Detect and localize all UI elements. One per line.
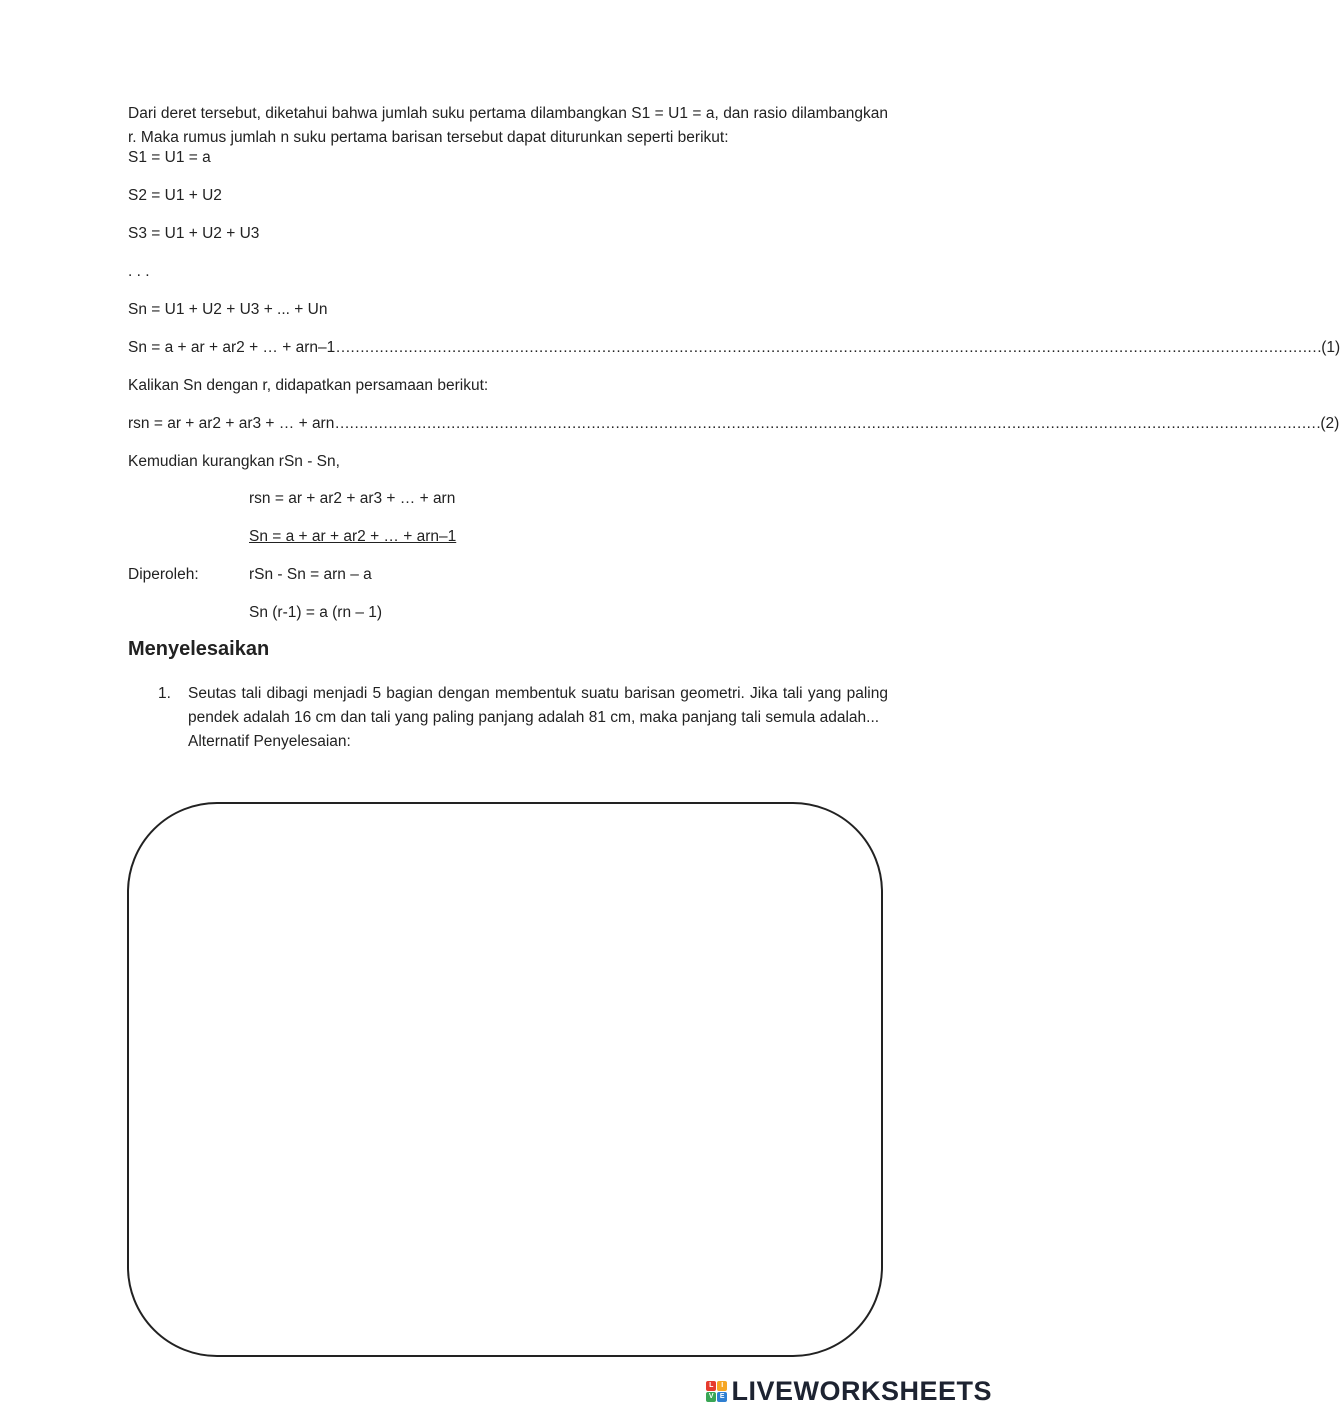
formula-s3: S3 = U1 + U2 + U3 bbox=[128, 225, 260, 242]
equation-1 bbox=[128, 338, 1340, 358]
question-1 bbox=[158, 682, 888, 754]
equation-2 bbox=[128, 414, 1340, 434]
subtraction-line-2: Sn = a + ar + ar2 + … + arn–1 bbox=[249, 528, 457, 545]
answer-box[interactable] bbox=[127, 802, 883, 1357]
equation-2-number: (2) bbox=[1320, 415, 1340, 432]
equation-2-formula: rsn = ar + ar2 + ar3 + … + arn bbox=[128, 415, 335, 432]
multiply-instruction: Kalikan Sn dengan r, didapatkan persamaan berikut: bbox=[128, 377, 489, 394]
formula-s1: S1 = U1 = a bbox=[128, 149, 211, 166]
equation-1-formula: Sn = a + ar + ar2 + … + arn–1 bbox=[128, 339, 336, 356]
logo-text: LIVEWORKSHEETS bbox=[731, 1376, 992, 1406]
result-label: Diperoleh: bbox=[128, 566, 199, 583]
section-title: Menyelesaikan bbox=[128, 638, 270, 660]
subtraction-line-1: rsn = ar + ar2 + ar3 + … + arn bbox=[249, 490, 456, 507]
liveworksheets-logo bbox=[706, 1376, 992, 1407]
equation-1-number: (1) bbox=[1321, 339, 1340, 356]
question-number: 1. bbox=[158, 685, 171, 702]
answer-label: Alternatif Penyelesaian: bbox=[188, 733, 351, 750]
intro-paragraph: Dari deret tersebut, diketahui bahwa jumlah suku pertama dilambangkan S1 = U1 = a, dan rasio dilambangkan r. Maka rumus jumlah n suku pertama barisan tersebut dapat diturunkan seperti berikut: bbox=[128, 104, 888, 146]
result-line-2: Sn (r-1) = a (rn – 1) bbox=[249, 604, 383, 621]
equation-2-leader: …………………………………………………………………………………………………………………………………………………………………………………… bbox=[334, 415, 1321, 432]
equation-1-leader: …………………………………………………………………………………………………………………………………………………………………………………… bbox=[335, 339, 1322, 356]
formula-s2: S2 = U1 + U2 bbox=[128, 187, 222, 204]
formula-ellipsis: . . . bbox=[128, 263, 150, 280]
result-line-1: rSn - Sn = arn – a bbox=[249, 566, 372, 583]
question-text: Seutas tali dibagi menjadi 5 bagian dengan membentuk suatu barisan geometri. Jika tali yang paling pendek adalah 16 cm dan tali yang paling panjang adalah 81 cm, maka panjang tali semula adalah... bbox=[188, 685, 888, 726]
subtract-instruction: Kemudian kurangkan rSn - Sn, bbox=[128, 453, 340, 470]
formula-sn: Sn = U1 + U2 + U3 + ... + Un bbox=[128, 301, 328, 318]
liveworksheets-logo-icon: L I V E bbox=[706, 1381, 727, 1402]
